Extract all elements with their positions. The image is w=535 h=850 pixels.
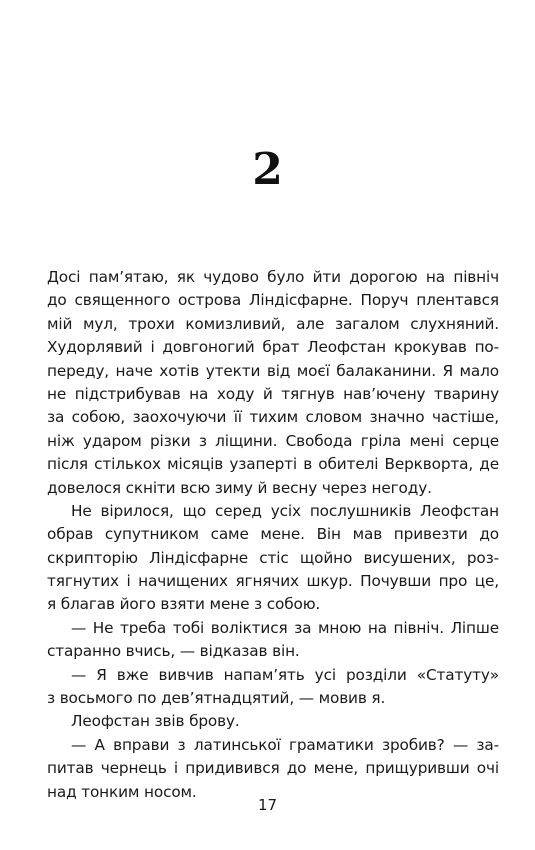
chapter-number: 2 [252,144,283,195]
text-line: питав чернець і придивився до мене, прищуривши очі [47,759,499,778]
text-line: мій мул, трохи комизливий, але загалом слухняний. [47,314,499,333]
text-line: — Я вже вивчив напам’ять усі розділи «Статуту» [71,665,499,684]
text-line: ніж ударом різки з ліщини. Свобода гріла мені серце [47,431,499,450]
text-line: переду, наче хотів утекти від моєї балаканини. Я мало [47,361,499,380]
text-line: Досі пам’ятаю, як чудово було йти дорогою на північ [47,268,499,286]
text-line: за собою, заохочуючи її тихим словом значно частіше, [47,408,499,427]
text-line: Худорлявий і довгоногий брат Леофстан крокував по- [47,338,499,357]
text-line: довелося скніти всю зиму й весну через негоду. [47,478,432,497]
text-line: — А вправи з латинської граматики зробив? — за- [71,735,499,754]
text-line: після стількох місяців узаперті в обителі Веркворта, де [47,455,499,474]
text-line: до священного острова Ліндісфарне. Поруч плентався [47,291,499,310]
text-line: скрипторію Ліндісфарне стіс щойно висушених, роз- [47,548,499,567]
text-line: з восьмого по дев’ятнадцятий, — мовив я. [47,689,386,708]
text-line: я благав його взяти мене з собою. [47,595,321,614]
chapter-body-text [47,266,499,804]
text-line: над тонким носом. [47,782,197,801]
text-line: тягнутих і начищених ягнячих шкур. Почувши про це, [47,572,499,591]
page-number: 17 [257,796,278,814]
text-line: обрав супутником саме мене. Він мав привезти до [47,525,499,544]
text-line: Леофстан звів брову. [71,712,240,731]
text-line: Не вірилося, що серед усіх послушників Леофстан [71,501,499,520]
text-line: — Не треба тобі воліктися за мною на північ. Ліпше [71,618,499,637]
text-line: старанно вчись, — відказав він. [47,642,300,661]
text-line: не підстрибував на ходу й тягнув нав’ючену тварину [47,384,499,403]
